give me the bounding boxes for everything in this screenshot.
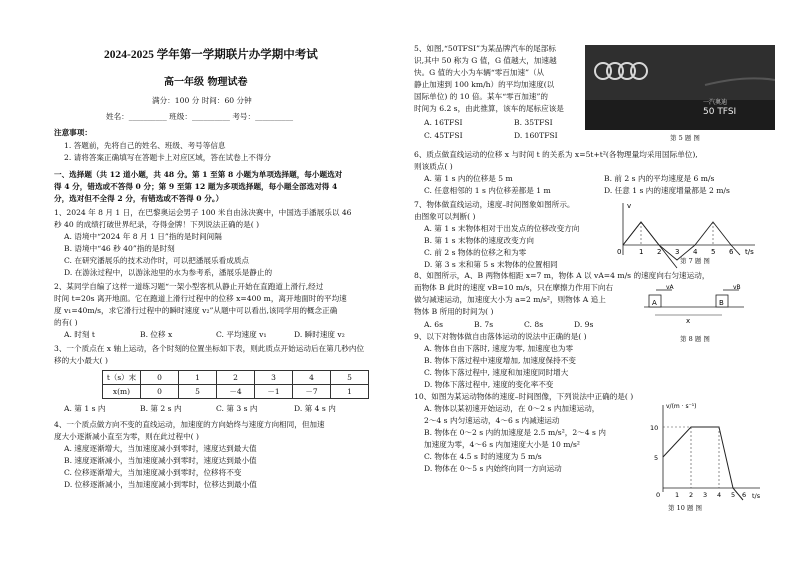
car-rear-photo — [585, 45, 775, 130]
section-instructions: 得 4 分，错选或不答得 0 分；第 9 至第 12 题为多项选择题，每小题全部选对得 4 — [54, 182, 338, 191]
section-instructions: 分，选对但不全得 2 分，有错选或不答得 0 分。） — [54, 194, 224, 203]
origin-label: 0 — [656, 491, 661, 499]
option: D. 在游泳过程中，以游泳池里的水为参考系，潘展乐是静止的 — [64, 268, 273, 277]
option: B. 位移 x — [140, 330, 173, 339]
tick-label: 5 — [711, 248, 716, 256]
question-text: 做匀减速运动，加速度大小为 a=2 m/s²，则物体 A 追上 — [414, 295, 606, 304]
origin-label: 0 — [617, 248, 622, 256]
tick-label: 1 — [639, 248, 644, 256]
option: C. 前 2 s 物体的位移之和为零 — [424, 248, 527, 257]
table-cell: －7 — [293, 385, 331, 399]
q10-vt-graph — [648, 400, 768, 500]
option: B. 35TFSI — [514, 118, 553, 127]
option: C. 在研究潘展乐的技术动作时，可以把潘展乐看成质点 — [64, 256, 250, 265]
question-text: 国际单位) 的 10 倍。某车“零百加速”的 — [414, 92, 548, 101]
option: A. 时刻 t — [64, 330, 95, 339]
tick-label: 6 — [742, 491, 747, 499]
table-cell: 5 — [179, 385, 217, 399]
option: C. 平均速度 v₁ — [216, 330, 267, 339]
option: B. 物体在 0～2 s 内的加速度是 2.5 m/s²，2～4 s 内 — [424, 428, 606, 437]
option: A. 物体以某初速开始运动，在 0～2 s 内加速运动， — [424, 404, 600, 413]
option: C. 物体下落过程中, 速度和加速度同时增大 — [424, 368, 569, 377]
vb-label: vB — [733, 284, 741, 291]
question-text: 3、一个质点在 x 轴上运动，各个时刻的位置坐标如下表，则此质点开始运动后在第几秒内位 — [54, 344, 365, 353]
question-text: 4、一个质点做方向不变的直线运动，加速度的方向始终与速度方向相同，但加速 — [54, 420, 325, 429]
figure-caption: 第 5 题 图 — [670, 134, 700, 142]
option: C. 第 3 s 内 — [216, 404, 258, 413]
option: B. 第 2 s 内 — [140, 404, 182, 413]
table-cell: 2 — [217, 371, 255, 385]
option: B. 物体下落过程中速度增加, 加速度保持不变 — [424, 356, 576, 365]
option: A. 6s — [424, 320, 444, 329]
question-text: 而物体 B 此时的速度 vB=10 m/s，只在摩擦力作用下向右 — [414, 283, 614, 292]
option: D. 物体下落过程中, 速度的变化率不变 — [424, 380, 554, 389]
question-text: 则该质点( ) — [414, 162, 453, 171]
axis-label-t: t/s — [745, 248, 754, 256]
question-text: 7、物体做直线运动，速度–时间图象如图所示。 — [414, 200, 575, 209]
table-cell: 5 — [331, 371, 369, 385]
va-label: vA — [666, 284, 674, 291]
figure-caption: 第 8 题 图 — [680, 335, 710, 343]
table-cell: 0 — [141, 385, 179, 399]
question-text: 1、2024 年 8 月 1 日，在巴黎奥运会男子 100 米自由泳决赛中，中国选手潘展乐以 46 — [54, 208, 352, 217]
q7-vt-graph — [615, 200, 765, 260]
question-text: 物体 B 所用的时间为( ) — [414, 307, 494, 316]
table-cell: 1 — [179, 371, 217, 385]
distance-label: x — [686, 317, 691, 325]
option: C. 任意相邻的 1 s 内位移差都是 1 m — [424, 186, 551, 195]
question-text: 6、质点做直线运动的位移 x 与时间 t 的关系为 x=5t+t²(各物理量均采用国际单位), — [414, 150, 698, 159]
block-b-label: B — [719, 299, 724, 307]
table-row — [103, 371, 369, 385]
option: A. 第 1 s 内 — [64, 404, 106, 413]
option: A. 第 1 s 末物体相对于出发点的位移改变方向 — [424, 224, 580, 233]
tick-label: 1 — [675, 491, 680, 499]
tick-label: 10 — [650, 424, 659, 432]
option: D. 物体在 0～5 s 内始终向同一方向运动 — [424, 464, 562, 473]
option: 加速度为零，4～6 s 内加速度大小是 10 m/s² — [424, 440, 580, 449]
option: B. 语境中“46 秒 40”指的是时刻 — [64, 244, 175, 253]
option: A. 物体自由下落时, 速度为零, 加速度也为零 — [424, 344, 574, 353]
figure-caption: 第 10 题 图 — [668, 504, 702, 512]
option: D. 第 4 s 内 — [294, 404, 336, 413]
notes-item: 2. 请将答案正确填写在答题卡上对应区域，答在试卷上不得分 — [64, 153, 272, 162]
tick-label: 5 — [731, 491, 736, 499]
table-cell: －4 — [217, 385, 255, 399]
exam-meta: 满分：100 分 时间：60 分钟 — [152, 96, 252, 105]
option: C. 物体在 4.5 s 时的速度为 5 m/s — [424, 452, 542, 461]
table-cell: 0 — [141, 371, 179, 385]
figure-caption: 第 7 题 图 — [680, 257, 710, 265]
question-text: 9、以下对物体做自由落体运动的说法中正确的是( ) — [414, 332, 587, 341]
question-text: 2、某同学自编了这样一道练习题“一架小型客机从静止开始在直跑道上滑行,经过 — [54, 282, 324, 291]
exam-subtitle: 高一年级 物理试卷 — [164, 77, 248, 88]
table-cell: x(m) — [103, 385, 141, 399]
table-cell: 3 — [255, 371, 293, 385]
question-text: 时间为 6.2 s，由此推算，该车的尾标应该是 — [414, 104, 564, 113]
question-text: 快。G 值的大小为车辆“零百加速”（从 — [414, 68, 545, 77]
table-cell: 1 — [331, 385, 369, 399]
option: D. 任意 1 s 内的速度增量都是 2 m/s — [604, 186, 730, 195]
option: A. 语境中“2024 年 8 月 1 日”指的是时间间隔 — [64, 232, 222, 241]
option: A. 速度逐渐增大，当加速度减小到零时，速度达到最大值 — [64, 444, 257, 453]
question-text: 度大小逐渐减小直至为零，则在此过程中( ) — [54, 432, 200, 441]
tick-label: 6 — [729, 248, 734, 256]
option: A. 16TFSI — [424, 118, 463, 127]
question-text: 8、如图所示，A、B 两物体相距 x=7 m，物体 A 以 vA=4 m/s 的速度向右匀速运动， — [414, 271, 710, 280]
badge-brand: 一汽奥迪 — [703, 99, 728, 106]
exam-title: 2024-2025 学年第一学期联片办学期中考试 — [104, 49, 318, 61]
option: 2～4 s 内匀速运动，4～6 s 内减速运动 — [424, 416, 560, 425]
question-text: 静止加速到 100 km/h）的平均加速度(以 — [414, 80, 555, 89]
tick-label: 3 — [703, 491, 708, 499]
tick-label: 3 — [675, 248, 680, 256]
badge-model: 50 TFSI — [703, 107, 737, 117]
tick-label: 2 — [689, 491, 694, 499]
table-cell: 4 — [293, 371, 331, 385]
option: B. 第 1 s 末物体的速度改变方向 — [424, 236, 534, 245]
tick-label: 4 — [717, 491, 722, 499]
table-cell: t（s）末 — [103, 371, 141, 385]
question-text: 秒 40 的成绩打破世界纪录，夺得金牌！下列说法正确的是( ) — [54, 220, 260, 229]
option: C. 45TFSI — [424, 131, 463, 140]
axis-label-v: v/(m · s⁻¹) — [666, 403, 697, 410]
q8-blocks-figure — [644, 285, 744, 330]
notes-item: 1. 答题前，先将自己的姓名、班级、考号等信息 — [64, 141, 226, 150]
tick-label: 5 — [654, 454, 659, 462]
audi-rings-logo — [585, 45, 775, 130]
vt-line — [663, 427, 743, 500]
option: B. 速度逐渐减小，当加速度减小到零时，速度达到最小值 — [64, 456, 257, 465]
option: C. 位移逐渐增大，当加速度减小到零时，位移将不变 — [64, 468, 242, 477]
question-text: 识,其中 50 称为 G 值，G 值越大，加速越 — [414, 56, 557, 65]
option: D. 瞬时速度 v₂ — [294, 330, 345, 339]
option: C. 8s — [524, 320, 544, 329]
option: D. 第 3 s 末和第 5 s 末物体的位置相同 — [424, 260, 558, 269]
question-text: 的有( ) — [54, 318, 78, 327]
option: A. 第 1 s 内的位移是 5 m — [424, 174, 513, 183]
option: D. 9s — [574, 320, 594, 329]
axis-label-v: v — [627, 202, 632, 210]
question-text: 移的大小最大( ) — [54, 356, 108, 365]
student-info: 姓名：__________ 班级：__________ 考号：__________ — [106, 112, 294, 121]
table-cell: －1 — [255, 385, 293, 399]
axis-label-t: t/s — [752, 492, 761, 500]
question-text: 由图象可以判断( ) — [414, 212, 476, 221]
notes-heading: 注意事项： — [54, 128, 92, 137]
section-instructions: 一、选择题（共 12 道小题，共 48 分。第 1 至第 8 小题为单项选择题，每小题选对 — [54, 170, 343, 179]
question-text: 度 v₁=40m/s，求它滑行过程中的瞬时速度 v₂”从题中可以看出,该同学用的概念正确 — [54, 306, 338, 315]
displacement-table — [102, 370, 369, 399]
option: B. 7s — [474, 320, 494, 329]
tick-label: 2 — [657, 248, 662, 256]
tick-label: 4 — [693, 248, 698, 256]
option: D. 160TFSI — [514, 131, 558, 140]
table-row — [103, 385, 369, 399]
question-text: 5、如图,“50TFSI”为某品牌汽车的尾部标 — [414, 44, 556, 53]
option: B. 前 2 s 内的平均速度是 6 m/s — [604, 174, 715, 183]
block-a-label: A — [652, 299, 657, 307]
question-text: 10、如图为某运动物体的速度–时间图像，下列说法中正确的是( ) — [414, 392, 634, 401]
question-text: 时间 t=20s 离开地面。它在跑道上滑行过程中的位移 x=400 m，离开地面时的平均速 — [54, 294, 347, 303]
option: D. 位移逐渐减小，当加速度减小到零时，位移达到最小值 — [64, 480, 257, 489]
